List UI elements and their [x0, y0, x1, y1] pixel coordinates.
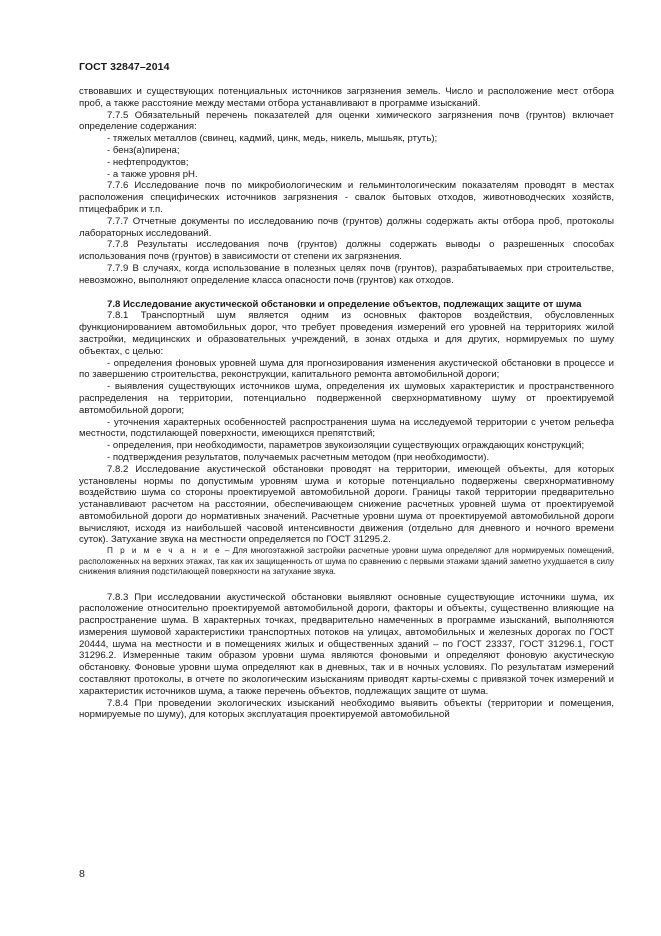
document-code-header: ГОСТ 32847–2014	[79, 61, 170, 73]
list-item: - определения, при необходимости, параметров звукоизоляции существующих ограждающих конструкций;	[107, 440, 585, 452]
list-item: - подтверждения результатов, получаемых расчетным методом (при необходимости).	[107, 451, 490, 463]
paragraph-7-8-3: 7.8.3 При исследовании акустической обстановки выявляют основные существующие источники шума, их расположение относительно проектируемой автомобильной дороги, факторы и объекты, существенно влияющие на распространение шума. В характерных точках, предварительно намеченных в программе изысканий, выполняются измерения шумовой характеристики транспортных потоков на улицах, автомобильных и железных дорогах по ГОСТ 20444, шума на местности и в помещениях жилых и общественных зданий – по ГОСТ 23337, ГОСТ 31296.1, ГОСТ 31296.2. Измеренные таким образом уровни шума являются фоновыми и определяют фоновую акустическую обстановку. Фоновые уровни шума определяют как в дневных, так и в ночных условиях. По результатам измерений составляют протоколы, в отчете по экологическим изысканиям приводят карты-схемы с привязкой точек измерений и характеристик источников шума, а также перечень объектов, подлежащих защите от шума.	[79, 591, 614, 697]
page-number: 8	[79, 868, 85, 880]
document-body	[79, 86, 614, 721]
paragraph-7-8-4: 7.8.4 При проведении экологических изысканий необходимо выявить объекты (территории и помещения, нормируемые по шуму), для которых эксплуатация проектируемой автомобильной	[79, 697, 614, 721]
list-item: - а также уровня pH.	[107, 168, 198, 180]
paragraph-7-7-5: 7.7.5 Обязательный перечень показателей для оценки химического загрязнения почв (грунтов) включает определение содержания:	[79, 109, 614, 133]
paragraph-continuation: ствовавших и существующих потенциальных источников загрязнения земель. Число и расположение мест отбора проб, а также расстояние между местами отбора устанавливают в программе изысканий.	[79, 86, 614, 109]
paragraph-7-7-7: 7.7.7 Отчетные документы по исследованию почв (грунтов) должны содержать акты отбора проб, протоколы лабораторных исследований.	[79, 215, 614, 239]
list-item: - бенз(а)пирена;	[107, 144, 180, 156]
paragraph-7-7-6: 7.7.6 Исследование почв по микробиологическим и гельминтологическим показателям проводят в местах расположения специфических источников загрязнения - свалок бытовых отходов, животноводческих хозяйств, птицефабрик и т.п.	[79, 180, 614, 215]
section-heading-7-8: 7.8 Исследование акустической обстановки и определение объектов, подлежащих защите от шума	[107, 298, 582, 310]
list-item: - выявления существующих источников шума, определения их шумовых характеристик и пространственного распределения на территории, потенциально подверженной сверхнормативному шуму от проектируемой автомобильной дороги;	[79, 381, 614, 416]
paragraph-7-7-8: 7.7.8 Результаты исследования почв (грунтов) должны содержать выводы о разрешенных способах использования почв (грунтов) в зависимости от степени их загрязнения.	[79, 239, 614, 263]
list-item: - уточнения характерных особенностей распространения шума на исследуемой территории с учетом рельефа местности, подстилающей поверхности, имеющихся препятствий;	[79, 416, 614, 440]
spacer	[79, 578, 614, 592]
paragraph-7-8-1: 7.8.1 Транспортный шум является одним из основных факторов воздействия, обусловленных функционированием автомобильных дорог, что требует проведения измерений его уровней на территориях жилой застройки, медицинских и образовательных учреждений, в зонах отдыха и для других, нормируемых по шуму объектах, с целью:	[79, 310, 614, 357]
list-item: - определения фоновых уровней шума для прогнозирования изменения акустической обстановки в процессе и по завершению строительства, реконструкции, капитального ремонта автомобильной дороги;	[79, 357, 614, 381]
paragraph-7-7-9: 7.7.9 В случаях, когда использование в полезных целях почв (грунтов), разрабатываемых при строительстве, невозможно, выполняют определение класса опасности почв (грунтов) как отходов.	[79, 262, 614, 286]
paragraph-7-8-2: 7.8.2 Исследование акустической обстановки проводят на территории, имеющей объекты, для которых установлены нормы по допустимым уровням шума и которые потенциально подвержены сверхнормативному воздействию шума со стороны проектируемой автомобильной дороги. Границы такой территории предварительно устанавливают расчетом на расстоянии, обеспечивающем снижение расчетных уровней шума от проектируемой автомобильной дороги до нормативных значений. Расчетные уровни шума от проектируемой автомобильной дороги вычисляют, исходя из наибольшей часовой интенсивности движения (отдельно для дневного и ночного времени суток). Затухание звука на местности определяется по ГОСТ 31295.2.	[79, 463, 614, 546]
note-label: П р и м е ч а н и е	[107, 546, 222, 556]
note	[79, 546, 614, 577]
note-text: – Для многоэтажной застройки расчетные уровни шума определяют для нормируемых помещений, расположенных на верхних этажах, так как их защищенность от шума по сравнению с первыми этажами зданий заметно ухудшается в силу снижения влияния подстилающей поверхности на затухание звука.	[79, 546, 614, 577]
list-item: - тяжелых металлов (свинец, кадмий, цинк, медь, никель, мышьяк, ртуть);	[107, 133, 438, 145]
list-item: - нефтепродуктов;	[107, 156, 189, 168]
